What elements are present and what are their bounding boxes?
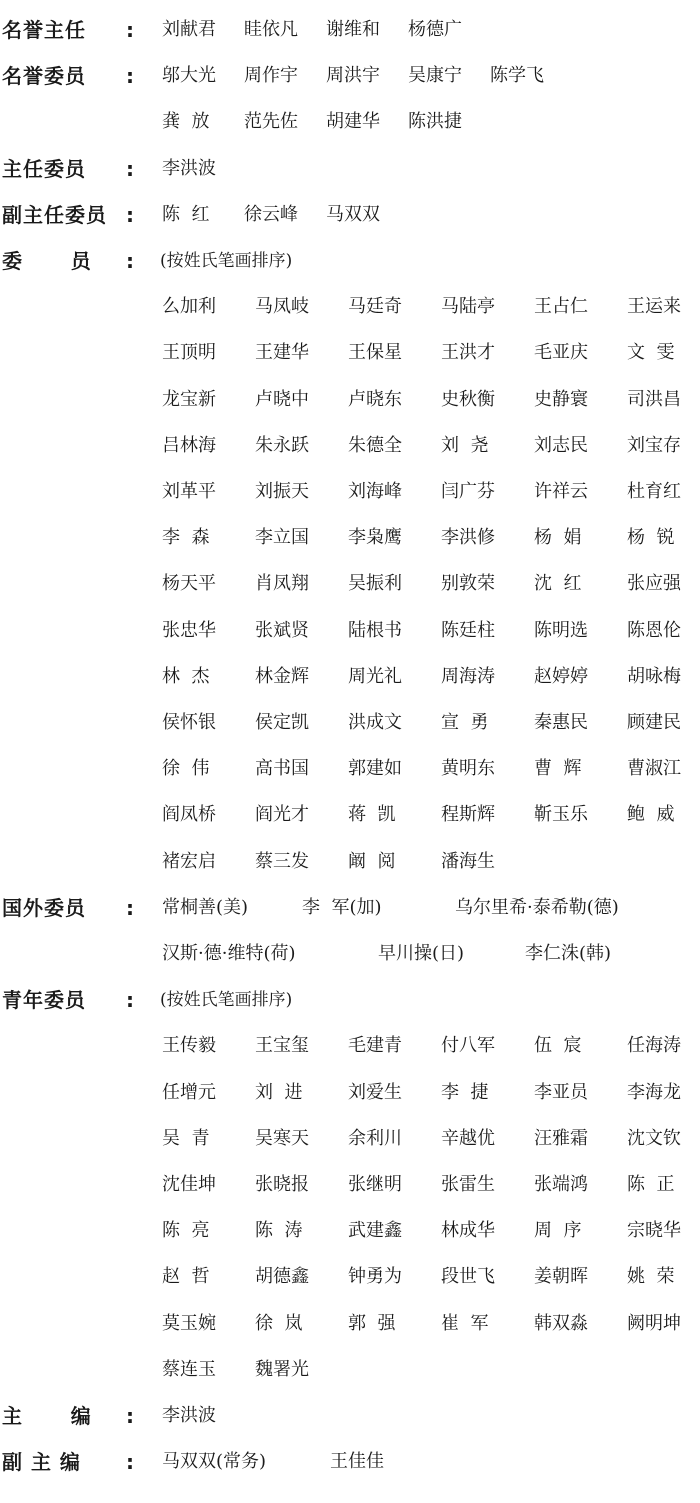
member-name: 陈 亮 [162,1220,210,1242]
section-row [0,56,700,96]
member-name: 吴寒天 [255,1127,309,1149]
member-name: 阙明坤 [627,1312,681,1334]
member-name: 姚 荣 [627,1266,675,1288]
member-name: 洪成文 [348,712,402,733]
member-name: 卢晓中 [255,388,309,410]
member-name: 杜育红 [627,481,681,502]
member-name: 张端鸿 [534,1174,588,1195]
member-name: 王宝玺 [255,1035,309,1057]
member-name: 崔 军 [441,1312,489,1334]
member-name: 刘宝存 [627,434,681,456]
member-name: 马双双(常务) [162,1451,267,1473]
member-name: 周光礼 [348,665,402,687]
member-name: 靳玉乐 [534,804,588,826]
member-name: 邬大光 [162,65,216,87]
member-name: 徐云峰 [244,203,298,225]
member-name: 张应强 [627,573,681,595]
member-name: 李 捷 [441,1081,489,1103]
label-colon: : [126,18,134,42]
section-row [0,195,700,235]
section-row [0,149,700,189]
section-row [0,10,700,50]
member-name: 张斌贤 [255,619,309,641]
member-name: 阎光才 [255,804,309,826]
member-name: 王顶明 [162,342,216,364]
member-name: 马陆亭 [441,296,495,318]
member-name: 刘 进 [255,1081,303,1103]
member-name: 韩双淼 [534,1312,588,1334]
section-row [0,241,700,281]
member-name: 陈 正 [627,1174,675,1195]
member-name: 陈廷柱 [441,619,495,641]
member-name: 吴 青 [162,1127,210,1149]
name-row [0,703,700,743]
name-row [0,657,700,697]
member-name: 程斯辉 [441,804,495,826]
member-name: 杨德广 [408,19,462,40]
member-name: 张忠华 [162,619,216,641]
member-name: 武建鑫 [348,1220,402,1242]
member-name: 宣 勇 [441,712,489,733]
member-name: 杨天平 [162,573,216,595]
member-name: 李枭鹰 [348,527,402,549]
name-row [0,842,700,882]
member-name: 段世飞 [441,1266,495,1288]
section-label: 主任委员 [2,156,86,181]
member-name: 马廷奇 [348,296,402,318]
section-label: 名誉委员 [2,64,86,89]
member-name: 史静寰 [534,388,588,410]
ordering-note: (按姓氏笔画排序) [160,990,293,1011]
member-name: 马双双 [326,203,380,225]
member-name: 蒋 凯 [348,804,396,826]
member-name: 谢维和 [326,19,380,40]
member-name: 沈 红 [534,573,582,595]
member-name: 文 雯 [627,342,675,364]
section-label: 副 主 编 [2,1450,81,1475]
member-name: 陆根书 [348,619,402,641]
name-row [0,1257,700,1297]
section-label: 青年委员 [2,988,86,1013]
member-name: 辛越优 [441,1127,495,1149]
member-name: 李仁洙(韩) [525,943,612,964]
member-name: 余利川 [348,1127,402,1149]
name-row [0,1211,700,1251]
member-name: 刘振天 [255,481,309,502]
member-name: 李 军(加) [302,896,382,918]
name-row [0,564,700,604]
member-name: 朱德全 [348,434,402,456]
member-name: 刘海峰 [348,481,402,502]
member-name: 闫广芬 [441,481,495,502]
member-name: 陈 红 [162,203,210,225]
member-name: 么加利 [162,296,216,318]
name-row [0,1165,700,1205]
member-name: 陈洪捷 [408,111,462,133]
member-name: 潘海生 [441,850,495,872]
member-name: 曹淑江 [627,758,681,780]
name-row [0,1350,700,1390]
member-name: 林成华 [441,1220,495,1242]
label-colon: : [126,988,134,1013]
member-name: 莫玉婉 [162,1312,216,1334]
member-name: 阚 阅 [348,850,396,872]
name-row [0,1026,700,1066]
member-name: 蔡连玉 [162,1358,216,1380]
member-name: 朱永跃 [255,434,309,456]
member-name: 司洪昌 [627,388,681,410]
member-name: 范先佐 [244,111,298,133]
member-name: 褚宏启 [162,850,216,872]
member-name: 赵婷婷 [534,665,588,687]
name-row [0,518,700,558]
member-name: 周作宇 [244,65,298,87]
member-name: 秦惠民 [534,712,588,733]
member-name: 乌尔里希·泰希勒(德) [455,896,619,918]
member-name: 王建华 [255,342,309,364]
section-label: 副主任委员 [2,202,107,227]
member-name: 魏署光 [255,1358,309,1380]
member-name: 王保星 [348,342,402,364]
member-name: 张雷生 [441,1174,495,1195]
name-row [0,1073,700,1113]
name-row [0,611,700,651]
member-name: 史秋衡 [441,388,495,410]
member-name: 任海涛 [627,1035,681,1057]
member-name: 马凤岐 [255,296,309,318]
member-name: 吕林海 [162,434,216,456]
member-name: 林金辉 [255,665,309,687]
member-name: 汉斯·德·维特(荷) [162,943,296,964]
member-name: 吴振利 [348,573,402,595]
member-name: 侯定凯 [255,712,309,733]
member-name: 陈学飞 [490,65,544,87]
name-row [0,795,700,835]
member-name: 林 杰 [162,665,210,687]
member-name: 周洪宇 [326,65,380,87]
member-name: 毛建青 [348,1035,402,1057]
section-row [0,980,700,1020]
member-name: 周海涛 [441,665,495,687]
member-name: 阎凤桥 [162,804,216,826]
member-name: 胡建华 [326,111,380,133]
member-name: 李洪波 [162,157,216,179]
member-name: 郭建如 [348,758,402,780]
member-name: 张晓报 [255,1174,309,1195]
member-name: 刘 尧 [441,434,489,456]
member-name: 卢晓东 [348,388,402,410]
member-name: 李洪修 [441,527,495,549]
section-row [0,1442,700,1482]
member-name: 龚 放 [162,111,210,133]
name-row [0,472,700,512]
name-row [0,749,700,789]
section-label: 名誉主任 [2,18,86,42]
name-row [0,1119,700,1159]
label-colon: : [126,249,134,273]
member-name: 许祥云 [534,481,588,502]
member-name: 张继明 [348,1174,402,1195]
name-row [0,934,700,974]
member-name: 钟勇为 [348,1266,402,1288]
label-colon: : [126,156,134,181]
member-name: 早川操(日) [378,943,465,964]
member-name: 任增元 [162,1081,216,1103]
member-name: 周 序 [534,1220,582,1242]
member-name: 侯怀银 [162,712,216,733]
section-label: 主 编 [2,1404,92,1428]
name-row [0,287,700,327]
member-name: 毛亚庆 [534,342,588,364]
name-row [0,1304,700,1344]
member-name: 常桐善(美) [162,896,249,918]
member-name: 黄明东 [441,758,495,780]
member-name: 王运来 [627,296,681,318]
member-name: 陈 涛 [255,1220,303,1242]
member-name: 伍 宸 [534,1035,582,1057]
member-name: 曹 辉 [534,758,582,780]
name-row [0,102,700,142]
member-name: 胡咏梅 [627,665,681,687]
member-name: 王占仁 [534,296,588,318]
name-row [0,426,700,466]
member-name: 沈文钦 [627,1127,681,1149]
member-name: 刘爱生 [348,1081,402,1103]
member-name: 刘献君 [162,19,216,40]
member-name: 蔡三发 [255,850,309,872]
member-name: 鲍 威 [627,804,675,826]
ordering-note: (按姓氏笔画排序) [160,251,293,271]
member-name: 徐 岚 [255,1312,303,1334]
member-name: 胡德鑫 [255,1266,309,1288]
member-name: 高书国 [255,758,309,780]
member-name: 李洪波 [162,1405,216,1426]
label-colon: : [126,1404,134,1428]
member-name: 刘革平 [162,481,216,502]
member-name: 杨 锐 [627,527,675,549]
member-name: 李海龙 [627,1081,681,1103]
section-label: 国外委员 [2,895,86,920]
member-name: 陈明选 [534,619,588,641]
member-name: 姜朝晖 [534,1266,588,1288]
name-row [0,333,700,373]
member-name: 顾建民 [627,712,681,733]
member-name: 王佳佳 [330,1451,384,1473]
label-colon: : [126,1450,134,1475]
member-name: 付八军 [441,1035,495,1057]
label-colon: : [126,64,134,89]
member-name: 李立国 [255,527,309,549]
member-name: 宗晓华 [627,1220,681,1242]
name-row [0,380,700,420]
member-name: 徐 伟 [162,758,210,780]
member-name: 眭依凡 [244,19,298,40]
member-name: 郭 强 [348,1312,396,1334]
member-name: 龙宝新 [162,388,216,410]
member-name: 杨 娟 [534,527,582,549]
member-name: 肖凤翔 [255,573,309,595]
member-name: 李亚员 [534,1081,588,1103]
section-row [0,1396,700,1436]
section-row [0,888,700,928]
member-name: 汪雅霜 [534,1127,588,1149]
label-colon: : [126,895,134,920]
member-name: 王洪才 [441,342,495,364]
member-name: 别敦荣 [441,573,495,595]
member-name: 李 森 [162,527,210,549]
label-colon: : [126,202,134,227]
member-name: 吴康宁 [408,65,462,87]
member-name: 赵 哲 [162,1266,210,1288]
section-label: 委 员 [2,249,92,273]
member-name: 沈佳坤 [162,1174,216,1195]
member-name: 陈恩伦 [627,619,681,641]
member-name: 王传毅 [162,1035,216,1057]
member-name: 刘志民 [534,434,588,456]
